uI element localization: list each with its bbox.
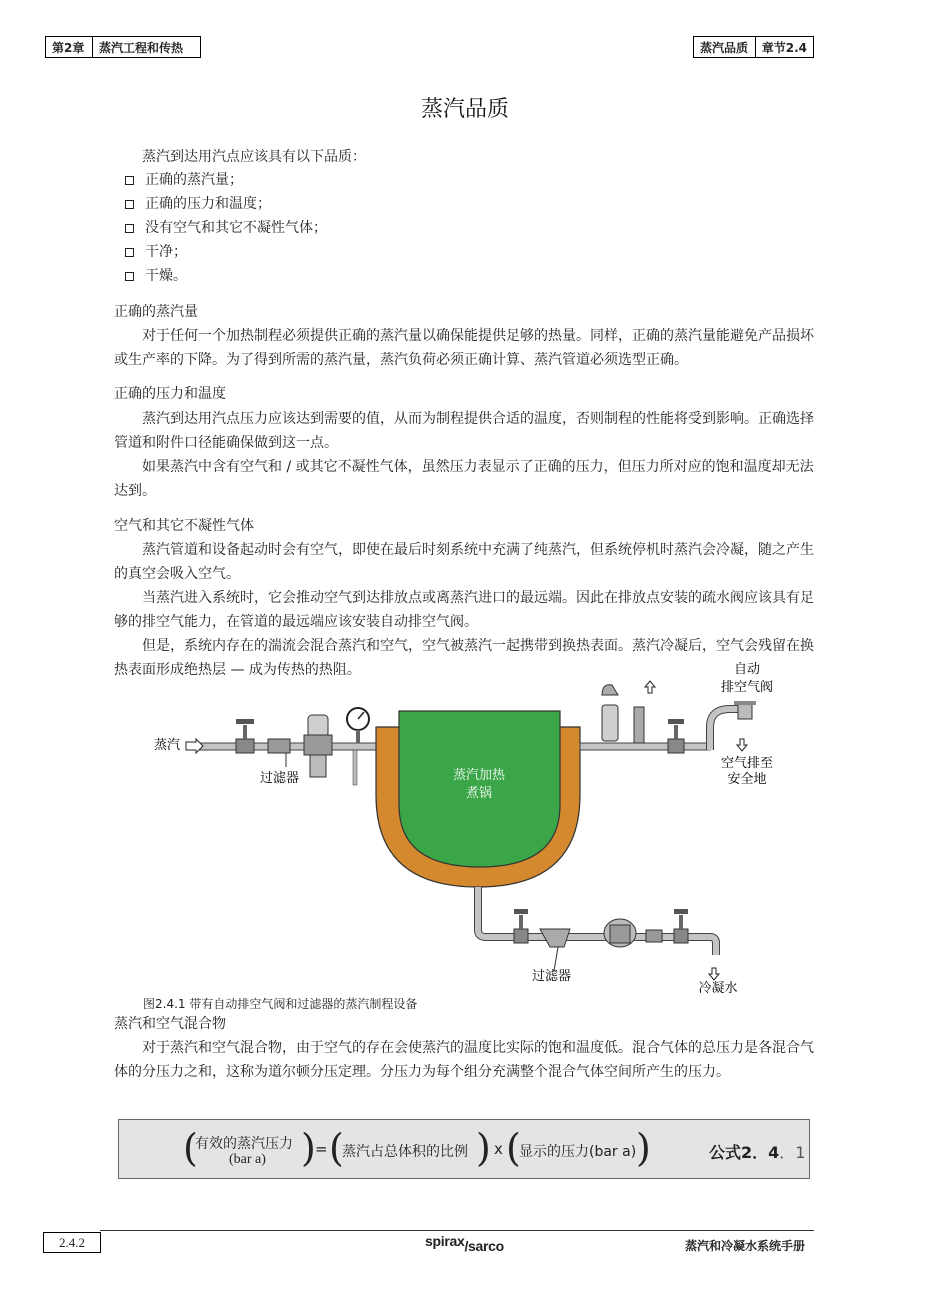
- section-heading: 正确的压力和温度: [114, 386, 226, 402]
- bullet-item: 正确的压力和温度；: [125, 194, 271, 214]
- isolation-valve-icon: [236, 719, 254, 753]
- page-title: 蒸汽品质: [420, 97, 509, 122]
- strainer-top-label: 过滤器: [260, 771, 300, 786]
- intro-text: 蒸汽到达用汽点应该具有以下品质：: [142, 149, 366, 165]
- formula-box: [118, 1119, 810, 1179]
- chapter-number: 第2章: [52, 40, 85, 55]
- paren-right: ): [476, 1126, 491, 1170]
- paren-left: (: [506, 1126, 521, 1170]
- formula-term-3: 显示的压力(bar a): [519, 1144, 637, 1160]
- vessel-label-2: 煮锅: [465, 786, 493, 801]
- footer-manual-title: 蒸汽和冷凝水系统手册: [685, 1239, 806, 1253]
- checkbox-icon: [125, 272, 134, 281]
- formula-term-1-unit: (bar a): [229, 1152, 266, 1167]
- chapter-header: [45, 36, 201, 58]
- drain-valve-2-icon: [674, 909, 688, 943]
- reducing-valve-icon: [304, 715, 332, 777]
- section-header: [693, 36, 814, 58]
- vent-isolation-valve-icon: [668, 719, 684, 753]
- footer-divider: [100, 1230, 814, 1231]
- section-title-tag: 蒸汽品质: [700, 40, 749, 55]
- steam-inlet-arrow-icon: [186, 739, 203, 753]
- air-out-label-2: 安全地: [727, 772, 767, 787]
- steam-trap-icon: [604, 919, 636, 947]
- paren-right: ): [636, 1126, 651, 1170]
- vessel-label-1: 蒸汽加热: [452, 768, 506, 783]
- checkbox-icon: [125, 200, 134, 209]
- paragraph: 对于蒸汽和空气混合物，由于空气的存在会使蒸汽的温度比实际的饱和温度低。混合气体的总压力是各混合气体的分压力之和，这称为道尔顿分压定理。分压力为每个组分充满整个混合气体空间所产生的压力。: [114, 1040, 814, 1080]
- bullet-item: 干净；: [125, 242, 187, 262]
- check-valve-icon: [646, 930, 662, 942]
- condensate-label: 冷凝水: [698, 981, 738, 996]
- section-heading: 正确的蒸汽量: [114, 304, 198, 320]
- process-diagram: [140, 655, 800, 1000]
- section-heading: 空气和其它不凝性气体: [114, 518, 254, 534]
- vent-pipe: [580, 743, 710, 750]
- formula-times: x: [494, 1140, 503, 1158]
- air-out-label-1: 空气排至: [720, 756, 774, 771]
- bullet-item: 没有空气和其它不凝性气体；: [125, 218, 327, 238]
- formula-label: 公式2．4．1: [709, 1143, 806, 1162]
- paragraph: 对于任何一个加热制程必须提供正确的蒸汽量以确保能提供足够的热量。同样，正确的蒸汽量能避免产品损坏或生产率的下降。为了得到所需的蒸汽量，蒸汽负荷必须正确计算、蒸汽管道必须选型正确。: [114, 328, 814, 368]
- paren-right: ): [301, 1126, 316, 1170]
- section-heading: 蒸汽和空气混合物: [114, 1016, 226, 1032]
- page-number: 2.4.2: [43, 1232, 101, 1253]
- section-number: 章节2.4: [755, 37, 813, 57]
- drain-valve-1-icon: [514, 909, 528, 943]
- formula-term-2: 蒸汽占总体积的比例: [342, 1144, 468, 1160]
- paragraph: 但是，系统内存在的湍流会混合蒸汽和空气，空气被蒸汽一起携带到换热表面。蒸汽冷凝后，空气会残留在换热表面形成绝热层 — 成为传热的热阻。: [114, 638, 814, 678]
- formula-equals: =: [315, 1140, 328, 1158]
- bullet-item: 正确的蒸汽量；: [125, 170, 243, 190]
- bullet-item: 干燥。: [125, 266, 187, 286]
- safety-valve-icon: [602, 685, 644, 743]
- steam-inlet-label: 蒸汽: [154, 738, 181, 753]
- paragraph: 当蒸汽进入系统时，它会推动空气到达排放点或离蒸汽进口的最远端。因此在排放点安装的疏水阀应该具有足够的排空气能力，在管道的最远端应该安装自动排空气阀。: [114, 590, 814, 630]
- formula-term-1: 有效的蒸汽压力: [195, 1136, 293, 1152]
- checkbox-icon: [125, 176, 134, 185]
- checkbox-icon: [125, 248, 134, 257]
- strainer-bottom-label: 过滤器: [532, 969, 572, 984]
- air-vent-label-1: 自动: [733, 662, 761, 677]
- paragraph: 蒸汽到达用汽点压力应该达到需要的值，从而为制程提供合适的温度，否则制程的性能将受到影响。正确选择管道和附件口径能确保做到这一点。: [114, 411, 814, 451]
- strainer-icon: [268, 739, 290, 767]
- figure-caption: 图2.4.1 带有自动排空气阀和过滤器的蒸汽制程设备: [143, 997, 418, 1011]
- chapter-title: 蒸汽工程和传热: [92, 37, 189, 57]
- condensate-down-arrow-icon: [709, 968, 719, 980]
- paragraph: 如果蒸汽中含有空气和 / 或其它不凝性气体，虽然压力表显示了正确的压力，但压力所对应的饱和温度却无法达到。: [114, 459, 814, 499]
- spirax-sarco-logo: spirax/sarco: [425, 1233, 504, 1254]
- paren-left: (: [183, 1126, 198, 1170]
- drain-strainer-icon: [540, 929, 570, 971]
- paragraph: 蒸汽管道和设备起动时会有空气，即使在最后时刻系统中充满了纯蒸汽，但系统停机时蒸汽会冷凝，随之产生的真空会吸入空气。: [114, 542, 814, 582]
- up-arrow-icon: [645, 681, 655, 693]
- paren-left: (: [329, 1126, 344, 1170]
- down-arrow-icon: [737, 739, 747, 751]
- checkbox-icon: [125, 224, 134, 233]
- air-vent-label-2: 排空气阀: [720, 680, 774, 695]
